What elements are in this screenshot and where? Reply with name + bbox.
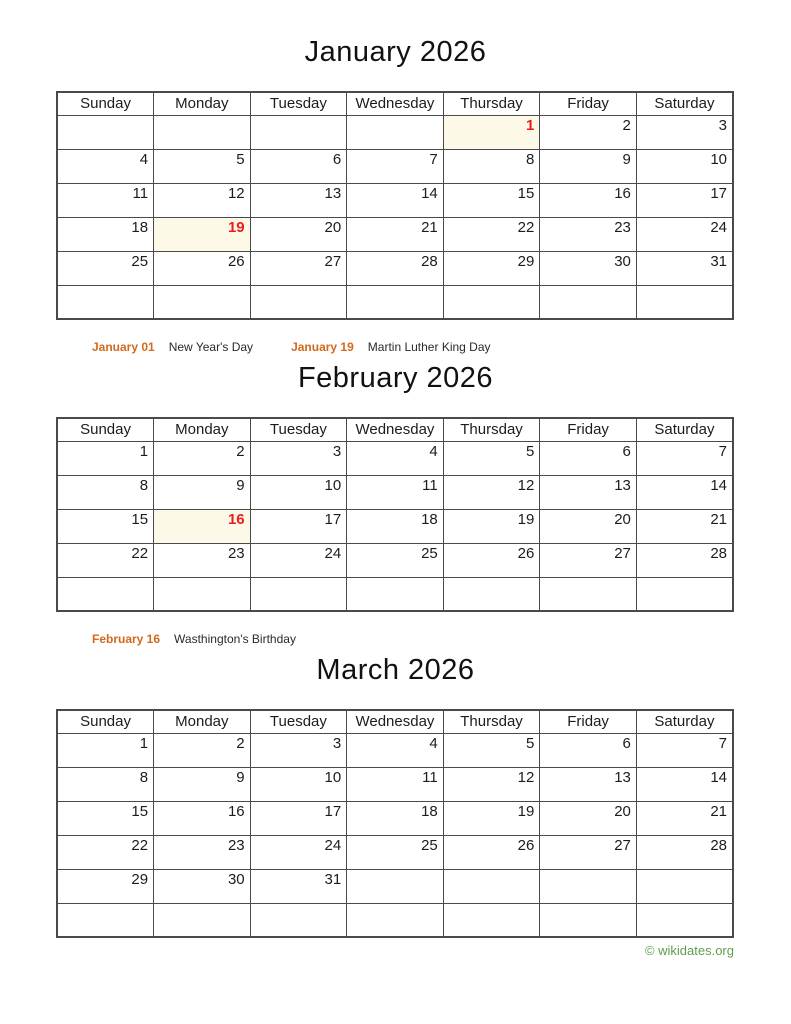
day-cell: 30	[154, 869, 251, 903]
weekday-header: Monday	[154, 710, 251, 733]
day-cell: 2	[154, 441, 251, 475]
day-cell: 23	[540, 217, 637, 251]
weekday-header: Sunday	[57, 92, 154, 115]
day-cell: 10	[250, 767, 347, 801]
empty-day-cell	[540, 869, 637, 903]
day-cell: 7	[347, 149, 444, 183]
empty-day-cell	[57, 285, 154, 319]
weekday-header: Friday	[540, 418, 637, 441]
day-cell: 29	[443, 251, 540, 285]
empty-day-cell	[636, 903, 733, 937]
weekday-header: Sunday	[57, 710, 154, 733]
day-cell: 23	[154, 543, 251, 577]
empty-day-cell	[347, 903, 444, 937]
day-cell: 7	[636, 733, 733, 767]
empty-day-cell	[154, 903, 251, 937]
weekday-header: Friday	[540, 710, 637, 733]
weekday-header: Monday	[154, 92, 251, 115]
day-cell: 11	[347, 475, 444, 509]
empty-day-cell	[347, 115, 444, 149]
week-row	[57, 767, 733, 801]
day-cell: 26	[443, 543, 540, 577]
day-cell: 25	[57, 251, 154, 285]
weekday-header: Monday	[154, 418, 251, 441]
wikidates-link[interactable]: © wikidates.org	[644, 943, 734, 958]
weekday-header: Saturday	[636, 92, 733, 115]
empty-day-cell	[443, 903, 540, 937]
day-cell: 22	[443, 217, 540, 251]
day-cell: 14	[636, 767, 733, 801]
empty-day-cell	[347, 285, 444, 319]
holiday-date: February 16	[92, 632, 161, 646]
weekday-header: Sunday	[57, 418, 154, 441]
day-cell: 13	[250, 183, 347, 217]
weekday-header-row	[57, 92, 733, 115]
day-cell: 18	[57, 217, 154, 251]
day-cell: 6	[540, 733, 637, 767]
day-cell: 1	[443, 115, 540, 149]
day-cell: 9	[154, 475, 251, 509]
empty-day-cell	[57, 903, 154, 937]
day-cell: 28	[636, 835, 733, 869]
day-cell: 20	[250, 217, 347, 251]
week-row	[57, 733, 733, 767]
day-cell: 6	[540, 441, 637, 475]
day-cell: 14	[636, 475, 733, 509]
weekday-header: Wednesday	[347, 92, 444, 115]
day-cell: 13	[540, 475, 637, 509]
week-row	[57, 835, 733, 869]
day-cell: 13	[540, 767, 637, 801]
week-row	[57, 115, 733, 149]
empty-day-cell	[347, 869, 444, 903]
weekday-header: Tuesday	[250, 418, 347, 441]
weekday-header: Friday	[540, 92, 637, 115]
weekday-header: Thursday	[443, 92, 540, 115]
holiday-name: Martin Luther King Day	[367, 340, 491, 354]
day-cell: 28	[636, 543, 733, 577]
day-cell: 11	[347, 767, 444, 801]
day-cell: 4	[347, 441, 444, 475]
empty-day-cell	[250, 903, 347, 937]
week-row	[57, 509, 733, 543]
holiday-legend-item	[92, 340, 253, 354]
day-cell: 25	[347, 543, 444, 577]
empty-day-cell	[250, 285, 347, 319]
weekday-header-row	[57, 710, 733, 733]
week-row	[57, 903, 733, 937]
empty-day-cell	[250, 115, 347, 149]
day-cell: 22	[57, 543, 154, 577]
day-cell: 21	[636, 509, 733, 543]
day-cell: 4	[347, 733, 444, 767]
holiday-legend-item	[92, 632, 296, 646]
day-cell: 27	[250, 251, 347, 285]
empty-day-cell	[540, 903, 637, 937]
calendar-table	[56, 709, 734, 938]
weekday-header: Tuesday	[250, 710, 347, 733]
week-row	[57, 475, 733, 509]
day-cell: 15	[57, 509, 154, 543]
day-cell: 15	[57, 801, 154, 835]
week-row	[57, 801, 733, 835]
day-cell: 7	[636, 441, 733, 475]
weekday-header: Saturday	[636, 710, 733, 733]
day-cell: 8	[443, 149, 540, 183]
day-cell: 17	[250, 801, 347, 835]
empty-day-cell	[443, 577, 540, 611]
day-cell: 18	[347, 509, 444, 543]
day-cell: 21	[347, 217, 444, 251]
day-cell: 25	[347, 835, 444, 869]
day-cell: 26	[443, 835, 540, 869]
day-cell: 9	[540, 149, 637, 183]
day-cell: 3	[250, 441, 347, 475]
holiday-date: January 19	[291, 340, 354, 354]
day-cell: 2	[154, 733, 251, 767]
holiday-legend-item	[291, 340, 490, 354]
weekday-header: Wednesday	[347, 710, 444, 733]
day-cell: 5	[154, 149, 251, 183]
day-cell: 9	[154, 767, 251, 801]
day-cell: 21	[636, 801, 733, 835]
holiday-legend	[92, 340, 791, 354]
weekday-header-row	[57, 418, 733, 441]
day-cell: 26	[154, 251, 251, 285]
calendar-table	[56, 91, 734, 320]
empty-day-cell	[443, 869, 540, 903]
empty-day-cell	[154, 577, 251, 611]
empty-day-cell	[347, 577, 444, 611]
day-cell: 10	[636, 149, 733, 183]
empty-day-cell	[57, 115, 154, 149]
day-cell: 15	[443, 183, 540, 217]
month-section	[0, 648, 791, 938]
day-cell: 6	[250, 149, 347, 183]
day-cell: 28	[347, 251, 444, 285]
day-cell: 27	[540, 835, 637, 869]
weekday-header: Wednesday	[347, 418, 444, 441]
day-cell: 20	[540, 509, 637, 543]
day-cell: 14	[347, 183, 444, 217]
month-section	[0, 356, 791, 646]
day-cell: 3	[250, 733, 347, 767]
empty-day-cell	[443, 285, 540, 319]
month-title: January 2026	[304, 36, 487, 68]
holiday-name: New Year's Day	[168, 340, 254, 354]
day-cell: 1	[57, 441, 154, 475]
day-cell: 16	[154, 801, 251, 835]
month-section	[0, 30, 791, 354]
week-row	[57, 441, 733, 475]
weekday-header: Tuesday	[250, 92, 347, 115]
week-row	[57, 543, 733, 577]
day-cell: 17	[250, 509, 347, 543]
empty-day-cell	[57, 577, 154, 611]
day-cell: 4	[57, 149, 154, 183]
day-cell: 17	[636, 183, 733, 217]
day-cell: 24	[636, 217, 733, 251]
holiday-date: January 01	[92, 340, 155, 354]
day-cell: 16	[540, 183, 637, 217]
day-cell: 29	[57, 869, 154, 903]
weekday-header: Thursday	[443, 710, 540, 733]
weekday-header: Saturday	[636, 418, 733, 441]
day-cell: 31	[250, 869, 347, 903]
day-cell: 11	[57, 183, 154, 217]
day-cell: 5	[443, 733, 540, 767]
day-cell: 18	[347, 801, 444, 835]
weekday-header: Thursday	[443, 418, 540, 441]
day-cell: 2	[540, 115, 637, 149]
day-cell: 12	[443, 475, 540, 509]
day-cell: 31	[636, 251, 733, 285]
empty-day-cell	[540, 285, 637, 319]
empty-day-cell	[636, 869, 733, 903]
day-cell: 20	[540, 801, 637, 835]
empty-day-cell	[636, 577, 733, 611]
holiday-legend	[92, 632, 791, 646]
day-cell: 16	[154, 509, 251, 543]
day-cell: 1	[57, 733, 154, 767]
empty-day-cell	[250, 577, 347, 611]
day-cell: 8	[57, 475, 154, 509]
day-cell: 12	[154, 183, 251, 217]
empty-day-cell	[154, 285, 251, 319]
week-row	[57, 183, 733, 217]
day-cell: 22	[57, 835, 154, 869]
day-cell: 5	[443, 441, 540, 475]
calendar-table	[56, 417, 734, 612]
day-cell: 23	[154, 835, 251, 869]
week-row	[57, 217, 733, 251]
week-row	[57, 285, 733, 319]
day-cell: 19	[443, 801, 540, 835]
day-cell: 27	[540, 543, 637, 577]
day-cell: 10	[250, 475, 347, 509]
day-cell: 24	[250, 543, 347, 577]
copyright	[0, 943, 734, 958]
day-cell: 24	[250, 835, 347, 869]
week-row	[57, 251, 733, 285]
day-cell: 12	[443, 767, 540, 801]
month-title: February 2026	[297, 362, 494, 394]
day-cell: 19	[443, 509, 540, 543]
week-row	[57, 869, 733, 903]
empty-day-cell	[636, 285, 733, 319]
week-row	[57, 149, 733, 183]
month-title: March 2026	[316, 654, 475, 686]
day-cell: 30	[540, 251, 637, 285]
holiday-name: Wasthington's Birthday	[174, 632, 296, 646]
empty-day-cell	[540, 577, 637, 611]
week-row	[57, 577, 733, 611]
day-cell: 19	[154, 217, 251, 251]
day-cell: 8	[57, 767, 154, 801]
months-container	[0, 30, 791, 938]
empty-day-cell	[154, 115, 251, 149]
day-cell: 3	[636, 115, 733, 149]
